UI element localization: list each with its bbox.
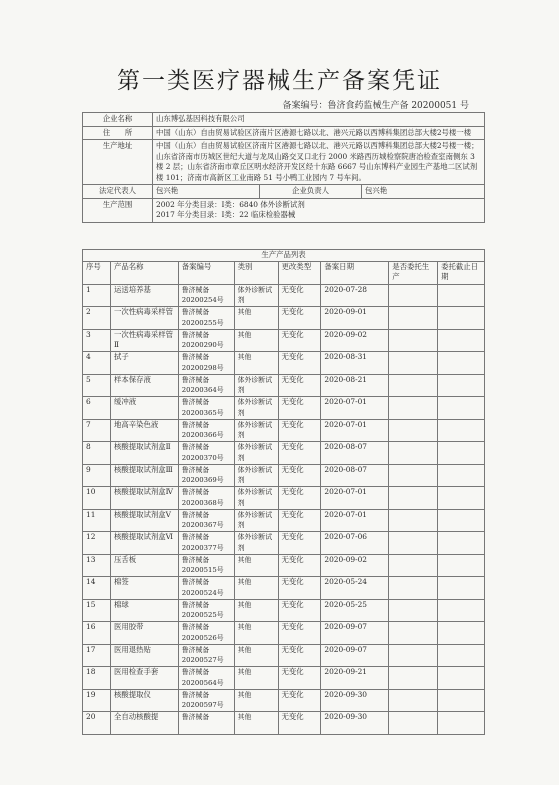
record-number-cell: 鲁济械备20200255号: [178, 307, 234, 330]
record-number-cell: 鲁济械备20200298号: [178, 352, 234, 375]
record-date: 2020-09-07: [321, 644, 389, 667]
record-number-cell: 鲁济械备20200377号: [178, 532, 234, 555]
table-row: [83, 397, 485, 420]
entrust-end-cell: [438, 464, 485, 487]
row-index: 15: [83, 599, 111, 622]
header-cell: 类别: [234, 261, 278, 284]
record-number-cell: 鲁济械备20200367号: [178, 509, 234, 532]
row-index: 11: [83, 509, 111, 532]
change-type: 无变化: [278, 419, 321, 442]
record-number-cell: 鲁济械备20200290号: [178, 329, 234, 352]
change-type: 无变化: [278, 509, 321, 532]
category: 其他: [234, 712, 278, 735]
product-name: 核酸提取试剂盒Ⅱ: [110, 442, 178, 465]
entrust-end-cell: [438, 712, 485, 735]
entrust-end-cell: [438, 397, 485, 420]
category: 其他: [234, 599, 278, 622]
row-index: 7: [83, 419, 111, 442]
entrusted-cell: [389, 622, 438, 645]
record-date: 2020-05-24: [321, 577, 389, 600]
entrust-end-cell: [438, 374, 485, 397]
table-header-row: [83, 261, 485, 284]
product-name: 医用退热贴: [110, 644, 178, 667]
record-number-cell: 鲁济械备20200254号: [178, 284, 234, 307]
product-name: 核酸提取试剂盒Ⅵ: [110, 532, 178, 555]
record-date: 2020-07-01: [321, 397, 389, 420]
row-index: 19: [83, 689, 111, 712]
change-type: 无变化: [278, 532, 321, 555]
change-type: 无变化: [278, 307, 321, 330]
address-value: 中国（山东）自由贸易试验区济南片区港源七路以北、港兴元路以西博科集团总部大楼2号楼一楼: [153, 126, 485, 140]
category: 其他: [234, 554, 278, 577]
row-index: 12: [83, 532, 111, 555]
category: 其他: [234, 644, 278, 667]
record-number-cell: 鲁济械备20200364号: [178, 374, 234, 397]
table-row: [83, 352, 485, 375]
entrusted-cell: [389, 689, 438, 712]
entrust-end-cell: [438, 667, 485, 690]
category: 体外诊断试剂: [234, 464, 278, 487]
table-row: [83, 374, 485, 397]
change-type: 无变化: [278, 397, 321, 420]
table-row: [83, 599, 485, 622]
product-name: 全自动核酸提: [110, 712, 178, 735]
row-index: 20: [83, 712, 111, 735]
entrust-end-cell: [438, 644, 485, 667]
entrust-end-cell: [438, 554, 485, 577]
product-name: 棉签: [110, 577, 178, 600]
change-type: 无变化: [278, 374, 321, 397]
product-name: 核酸提取仪: [110, 689, 178, 712]
record-number-cell: 鲁济械备20200525号: [178, 599, 234, 622]
record-date: 2020-07-06: [321, 532, 389, 555]
record-date: 2020-07-01: [321, 419, 389, 442]
record-number-cell: 鲁济械备20200526号: [178, 622, 234, 645]
row-index: 16: [83, 622, 111, 645]
row-index: 8: [83, 442, 111, 465]
category: 其他: [234, 667, 278, 690]
table-row: [83, 689, 485, 712]
product-name: 缓冲液: [110, 397, 178, 420]
table-row: [83, 487, 485, 510]
record-date: 2020-07-01: [321, 509, 389, 532]
product-name: 核酸提取试剂盒Ⅲ: [110, 464, 178, 487]
entrust-end-cell: [438, 284, 485, 307]
table-row: [83, 464, 485, 487]
product-name: 运送培养基: [110, 284, 178, 307]
header-cell: 产品名称: [110, 261, 178, 284]
company-label: 企业名称: [83, 113, 153, 127]
change-type: 无变化: [278, 689, 321, 712]
record-number-cell: 鲁济械备20200368号: [178, 487, 234, 510]
record-number-cell: 鲁济械备20200515号: [178, 554, 234, 577]
row-index: 2: [83, 307, 111, 330]
table-row: [83, 509, 485, 532]
change-type: 无变化: [278, 464, 321, 487]
entrusted-cell: [389, 554, 438, 577]
production-site-value: 中国（山东）自由贸易试验区济南片区港源七路以北、港兴元路以西博科集团总部大楼2号楼一楼；山东省济南市历城区世纪大道与龙凤山路交叉口北行 2000 米路西历城检察院唐冶检查室南侧东 3 楼 2 层；山东省济南市章丘区明水经济开发区经十东路 6667 号山东博科产业园生产基地二区试剂楼 101；济南市高新区工业南路 51 号小鸭工业园内 7 号车间。: [153, 140, 485, 185]
product-name: 医用检查手套: [110, 667, 178, 690]
change-type: 无变化: [278, 644, 321, 667]
entrust-end-cell: [438, 599, 485, 622]
record-number-cell: 鲁济械备20200597号: [178, 689, 234, 712]
record-date: 2020-07-28: [321, 284, 389, 307]
product-name: 核酸提取试剂盒Ⅳ: [110, 487, 178, 510]
header-cell: 是否委托生产: [389, 261, 438, 284]
record-date: 2020-08-31: [321, 352, 389, 375]
entrusted-cell: [389, 329, 438, 352]
scope-2002: 2002 年分类目录：Ⅰ类：6840 体外诊断试剂: [156, 199, 305, 209]
record-date: 2020-09-01: [321, 307, 389, 330]
record-number-cell: 鲁济械备20200366号: [178, 419, 234, 442]
entrust-end-cell: [438, 577, 485, 600]
change-type: 无变化: [278, 622, 321, 645]
enterprise-head-label: 企业负责人: [260, 185, 362, 199]
entrust-end-cell: [438, 509, 485, 532]
table-row: [83, 442, 485, 465]
record-number-cell: 鲁济械备20200527号: [178, 644, 234, 667]
change-type: 无变化: [278, 599, 321, 622]
entrusted-cell: [389, 599, 438, 622]
table-row: [83, 622, 485, 645]
record-number-cell: 鲁济械备20200564号: [178, 667, 234, 690]
category: 体外诊断试剂: [234, 397, 278, 420]
record-date: 2020-09-02: [321, 554, 389, 577]
entrust-end-cell: [438, 352, 485, 375]
category: 其他: [234, 689, 278, 712]
change-type: 无变化: [278, 329, 321, 352]
entrust-end-cell: [438, 532, 485, 555]
header-cell: 备案日期: [321, 261, 389, 284]
entrusted-cell: [389, 397, 438, 420]
record-date: 2020-09-21: [321, 667, 389, 690]
category: 体外诊断试剂: [234, 284, 278, 307]
entrusted-cell: [389, 419, 438, 442]
row-index: 9: [83, 464, 111, 487]
entrust-end-cell: [438, 689, 485, 712]
row-index: 17: [83, 644, 111, 667]
enterprise-info-table: [82, 112, 485, 223]
entrusted-cell: [389, 442, 438, 465]
record-number-cell: 鲁济械备20200365号: [178, 397, 234, 420]
product-name: 一次性病毒采样管: [110, 307, 178, 330]
entrust-end-cell: [438, 307, 485, 330]
record-date: 2020-07-01: [321, 487, 389, 510]
record-date: 2020-09-07: [321, 622, 389, 645]
address-label: 住 所: [83, 126, 153, 140]
table-row: [83, 712, 485, 735]
table-row: [83, 307, 485, 330]
entrusted-cell: [389, 284, 438, 307]
enterprise-head-value: 包兴艳: [362, 185, 485, 199]
row-index: 10: [83, 487, 111, 510]
row-index: 4: [83, 352, 111, 375]
row-index: 6: [83, 397, 111, 420]
category: 其他: [234, 622, 278, 645]
category: 体外诊断试剂: [234, 509, 278, 532]
entrusted-cell: [389, 307, 438, 330]
scope-2017: 2017 年分类目录：Ⅰ类：22 临床检验器械: [156, 210, 296, 219]
product-name: 医用胶带: [110, 622, 178, 645]
product-list-table: [82, 249, 485, 735]
entrusted-cell: [389, 667, 438, 690]
table-row: [83, 329, 485, 352]
entrusted-cell: [389, 532, 438, 555]
change-type: 无变化: [278, 554, 321, 577]
entrust-end-cell: [438, 487, 485, 510]
company-name: 山东博弘基因科技有限公司: [153, 113, 485, 127]
record-number-cell: 鲁济械备20200370号: [178, 442, 234, 465]
category: 体外诊断试剂: [234, 442, 278, 465]
record-date: 2020-05-25: [321, 599, 389, 622]
table-body: [83, 284, 485, 734]
product-name: 样本保存液: [110, 374, 178, 397]
product-name: 地高辛染色液: [110, 419, 178, 442]
record-date: 2020-09-30: [321, 712, 389, 735]
entrust-end-cell: [438, 442, 485, 465]
product-name: 压舌板: [110, 554, 178, 577]
record-date: 2020-08-07: [321, 464, 389, 487]
entrusted-cell: [389, 487, 438, 510]
category: 体外诊断试剂: [234, 374, 278, 397]
table-row: [83, 554, 485, 577]
row-index: 3: [83, 329, 111, 352]
product-name: 一次性病毒采样管Ⅱ: [110, 329, 178, 352]
category: 体外诊断试剂: [234, 419, 278, 442]
change-type: 无变化: [278, 577, 321, 600]
table-row: [83, 532, 485, 555]
entrust-end-cell: [438, 419, 485, 442]
record-date: 2020-08-21: [321, 374, 389, 397]
product-name: 核酸提取试剂盒Ⅴ: [110, 509, 178, 532]
header-cell: 委托截止日期: [438, 261, 485, 284]
entrust-end-cell: [438, 622, 485, 645]
entrusted-cell: [389, 712, 438, 735]
table-row: [83, 419, 485, 442]
scope-value: [153, 198, 485, 222]
entrusted-cell: [389, 644, 438, 667]
row-index: 13: [83, 554, 111, 577]
row-index: 14: [83, 577, 111, 600]
record-date: 2020-09-30: [321, 689, 389, 712]
legal-rep-value: 包兴艳: [153, 185, 260, 199]
table-row: [83, 667, 485, 690]
record-number-cell: 鲁济械备20200369号: [178, 464, 234, 487]
change-type: 无变化: [278, 712, 321, 735]
entrusted-cell: [389, 374, 438, 397]
header-cell: 序号: [83, 261, 111, 284]
product-name: 拭子: [110, 352, 178, 375]
page-title: 第一类医疗器械生产备案凭证: [117, 68, 442, 94]
table-row: [83, 577, 485, 600]
row-index: 5: [83, 374, 111, 397]
record-number-cell: 鲁济械备: [178, 712, 234, 735]
change-type: 无变化: [278, 352, 321, 375]
change-type: 无变化: [278, 284, 321, 307]
record-number: 备案编号：鲁济食药监械生产备 20200051 号: [282, 101, 469, 111]
category: 其他: [234, 307, 278, 330]
entrusted-cell: [389, 509, 438, 532]
table-row: [83, 644, 485, 667]
change-type: 无变化: [278, 442, 321, 465]
header-cell: 更改类型: [278, 261, 321, 284]
row-index: 1: [83, 284, 111, 307]
header-cell: 备案编号: [178, 261, 234, 284]
entrusted-cell: [389, 464, 438, 487]
legal-rep-label: 法定代表人: [83, 185, 153, 199]
table-caption: 生产产品列表: [83, 250, 485, 262]
category: 其他: [234, 352, 278, 375]
entrusted-cell: [389, 577, 438, 600]
table-row: [83, 284, 485, 307]
category: 体外诊断试剂: [234, 487, 278, 510]
category: 体外诊断试剂: [234, 532, 278, 555]
product-name: 棉球: [110, 599, 178, 622]
record-date: 2020-08-07: [321, 442, 389, 465]
change-type: 无变化: [278, 487, 321, 510]
production-site-label: 生产地址: [83, 140, 153, 185]
change-type: 无变化: [278, 667, 321, 690]
entrust-end-cell: [438, 329, 485, 352]
entrusted-cell: [389, 352, 438, 375]
category: 其他: [234, 577, 278, 600]
category: 其他: [234, 329, 278, 352]
scope-label: 生产范围: [83, 198, 153, 222]
row-index: 18: [83, 667, 111, 690]
record-number-cell: 鲁济械备20200524号: [178, 577, 234, 600]
record-date: 2020-09-02: [321, 329, 389, 352]
